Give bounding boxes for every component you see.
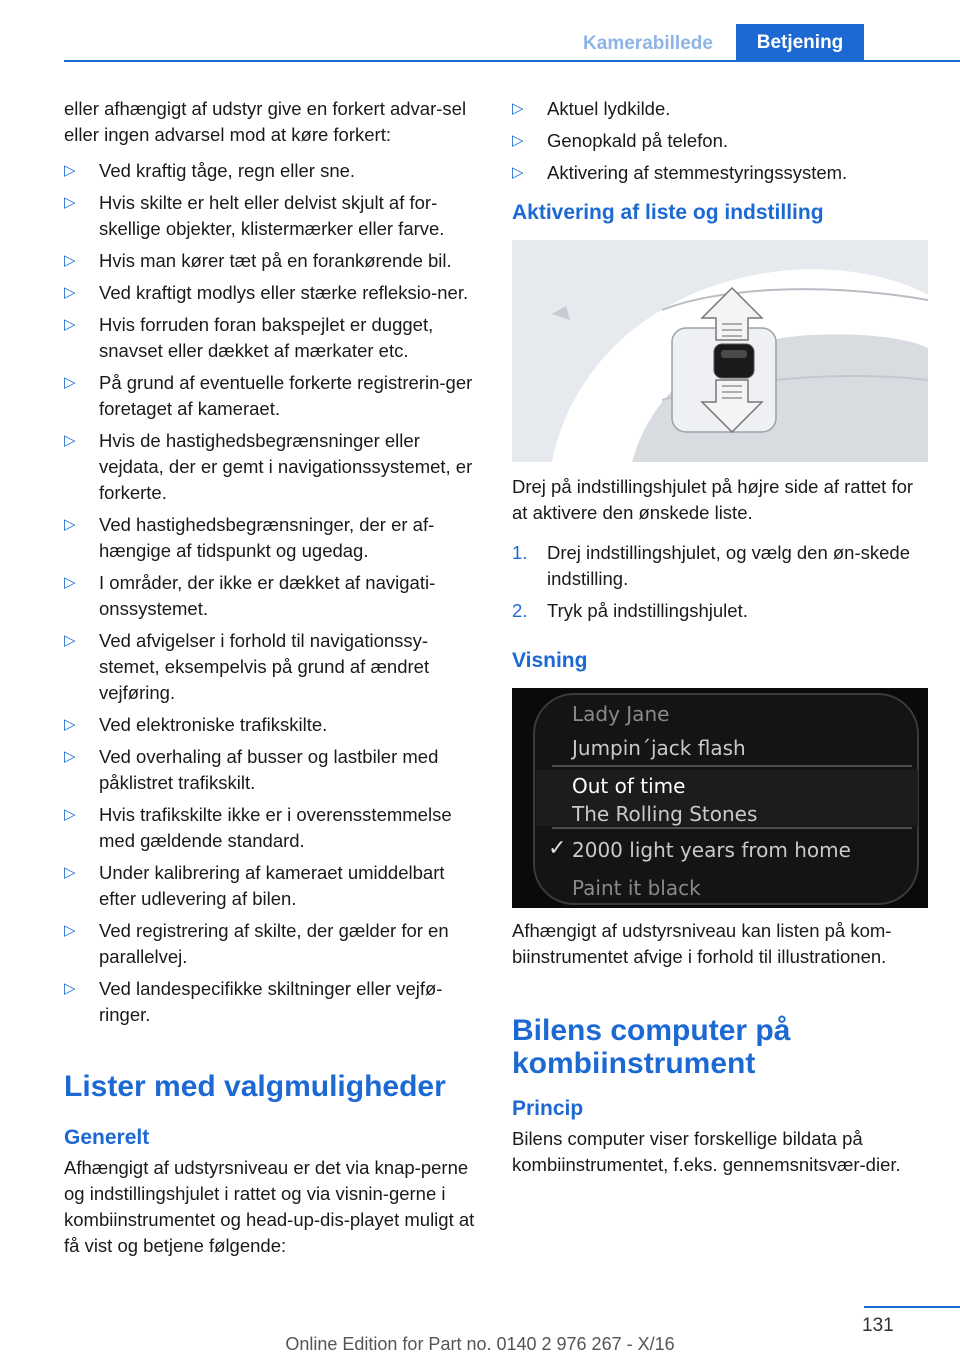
tab-betjening[interactable]: Betjening	[736, 24, 864, 62]
feature-list	[512, 96, 928, 186]
list-item: ▷ Hvis trafikskilte ikke er i overensstemmelse med gældende standard.	[64, 802, 478, 854]
list-item: ▷ Hvis forruden foran bakspejlet er dugget, snavset eller dækket af mærkater etc.	[64, 312, 478, 364]
list-item: ▷ Hvis man kører tæt på en forankørende bil.	[64, 248, 478, 274]
list-item: ▷ Aktivering af stemmestyringssystem.	[512, 160, 928, 186]
display-list-line: Paint it black	[572, 876, 701, 900]
list-item: ▷ Ved landespecifikke skiltninger eller vejfø-ringer.	[64, 976, 478, 1028]
edition-footer: Online Edition for Part no. 0140 2 976 267 - X/16	[285, 1334, 675, 1354]
section-body-princip: Bilens computer viser forskellige bildata på kombiinstrumentet, f.eks. gennemsnitsvær-dier.	[512, 1128, 901, 1175]
right-column	[512, 96, 928, 1178]
list-item: ▷ Hvis de hastighedsbegrænsninger eller vejdata, der er gemt i navigationssystemet, er forkerte.	[64, 428, 478, 506]
display-list-line: The Rolling Stones	[572, 802, 758, 826]
list-item: ▷ Ved kraftig tåge, regn eller sne.	[64, 158, 478, 184]
list-item: ▷ Ved registrering af skilte, der gælder for en parallelvej.	[64, 918, 478, 970]
step-number: 2.	[512, 600, 528, 621]
section-title-generelt: Generelt	[64, 1126, 150, 1149]
left-column	[64, 96, 478, 1259]
section-title-aktivering: Aktivering af liste og indstilling	[512, 201, 824, 224]
chapter-title-lister: Lister med valgmuligheder	[64, 1070, 446, 1103]
list-item: ▷ Ved kraftigt modlys eller stærke refleksio-ner.	[64, 280, 478, 306]
list-item: ▷ Ved overhaling af busser og lastbiler med påklistret trafikskilt.	[64, 744, 478, 796]
section-title-visning: Visning	[512, 649, 588, 672]
display-list-line: 2000 light years from home	[572, 838, 851, 862]
step-list	[512, 540, 928, 624]
step-text: Drej indstillingshjulet, og vælg den øn-skede indstilling.	[547, 542, 910, 589]
display-list-line: Out of time	[572, 774, 686, 798]
list-item: ▷ Ved hastighedsbegrænsninger, der er af-hængige af tidspunkt og ugedag.	[64, 512, 478, 564]
checkmark-icon: ✓	[548, 836, 567, 861]
step-item	[512, 540, 928, 592]
step-text: Tryk på indstillingshjulet.	[547, 600, 748, 621]
tab-kamerabillede[interactable]: Kamerabillede	[583, 33, 713, 54]
condition-list	[64, 158, 478, 1028]
step-item	[512, 598, 928, 624]
display-list-line: Lady Jane	[572, 702, 670, 726]
list-item: ▷ Ved afvigelser i forhold til navigationssy-stemet, eksempelvis på grund af ændret vejføring.	[64, 628, 478, 706]
step-number: 1.	[512, 542, 528, 563]
thumbwheel	[714, 344, 754, 378]
display-list-line: Jumpin´jack flash	[572, 736, 746, 760]
intro-text: eller afhængigt af udstyr give en forkert advar-sel eller ingen advarsel mod at køre forkert:	[64, 98, 467, 145]
section-title-princip: Princip	[512, 1097, 584, 1120]
section-body-visning: Afhængigt af udstyrsniveau kan listen på kom-biinstrumentet afvige i forhold til illustrationen.	[512, 920, 892, 967]
list-item: ▷ Genopkald på telefon.	[512, 128, 928, 154]
footer-rule	[864, 1306, 960, 1308]
section-body-aktivering: Drej på indstillingshjulet på højre side af rattet for at aktivere den ønskede liste.	[512, 476, 914, 523]
steering-wheel-illustration	[512, 240, 928, 462]
list-item: ▷ Ved elektroniske trafikskilte.	[64, 712, 478, 738]
list-item: ▷ I områder, der ikke er dækket af navigati-onssystemet.	[64, 570, 478, 622]
list-item: ▷ På grund af eventuelle forkerte registrerin-ger foretaget af kameraet.	[64, 370, 478, 422]
chapter-title-bilens-computer: Bilens computer på kombiinstrument	[512, 1014, 791, 1080]
list-item: ▷ Aktuel lydkilde.	[512, 96, 928, 122]
display-illustration	[512, 688, 928, 908]
list-item: ▷ Under kalibrering af kameraet umiddelbart efter udlevering af bilen.	[64, 860, 478, 912]
list-item: ▷ Hvis skilte er helt eller delvist skjult af for-skellige objekter, klistermærker eller farve.	[64, 190, 478, 242]
section-body-generelt: Afhængigt af udstyrsniveau er det via knap-perne og indstillingshjulet i rattet og via visnin-gerne i kombiinstrumentet og head-up-dis-playet muligt at få vist og betjene følgende:	[64, 1157, 475, 1256]
page-number: 131	[862, 1315, 894, 1336]
